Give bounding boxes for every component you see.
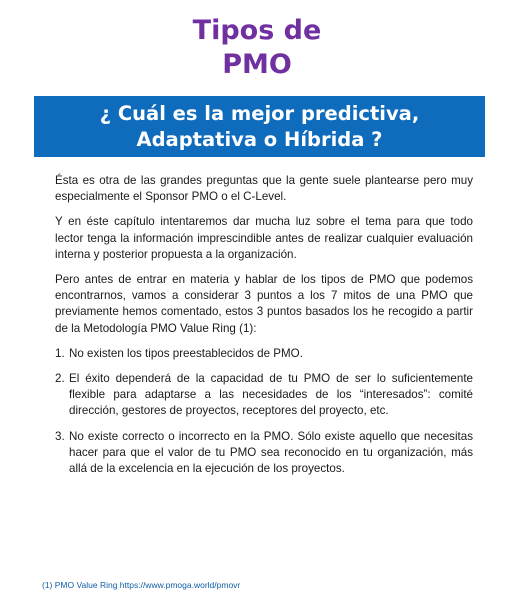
list-item [55, 371, 473, 420]
list-item-number: 1. [55, 346, 65, 360]
points-list [55, 346, 473, 477]
list-item [55, 429, 473, 478]
list-item [55, 346, 473, 362]
banner-line-2: Adaptativa o Híbrida ? [136, 127, 383, 151]
paragraph-intro: Ésta es otra de las grandes preguntas que la gente suele plantearse pero muy especialmente el Sponsor PMO o el C-Level. [55, 174, 473, 204]
list-item-text: El éxito dependerá de la capacidad de tu PMO de ser lo suficientemente flexible para adaptarse a las necesidades de los “interesados”: comité dirección, gestores de proyectos, receptores del proyecto, etc. [69, 372, 473, 418]
paragraph-points: Pero antes de entrar en materia y hablar de los tipos de PMO que podemos encontrarnos, vamos a considerar 3 puntos a los 7 mitos de una PMO que previamente hemos comentado, estos 3 puntos basados los he recogido a partir de la Metodología PMO Value Ring (1): [55, 273, 473, 335]
list-item-number: 3. [55, 429, 65, 443]
question-banner [34, 96, 485, 157]
page-title-line-1: Tipos de [192, 15, 322, 46]
banner-line-1: ¿ Cuál es la mejor predictiva, [99, 101, 420, 125]
page-title-line-2: PMO [222, 49, 292, 80]
list-item-text: No existen los tipos preestablecidos de PMO. [69, 346, 303, 360]
list-item-number: 2. [55, 372, 65, 386]
page-title [0, 14, 514, 82]
footnote: (1) PMO Value Ring https://www.pmoga.world/pmovr [42, 580, 241, 590]
body-text [55, 173, 473, 486]
paragraph-chapter: Y en éste capítulo intentaremos dar mucha luz sobre el tema para que todo lector tenga la información imprescindible antes de realizar cualquier evaluación interna y posterior propuesta a la organización. [55, 215, 473, 261]
list-item-text: No existe correcto o incorrecto en la PMO. Sólo existe aquello que necesitas hacer para que el valor de tu PMO sea reconocido en tu organización, más allá de la excelencia en la ejecución de los proyectos. [69, 429, 473, 476]
